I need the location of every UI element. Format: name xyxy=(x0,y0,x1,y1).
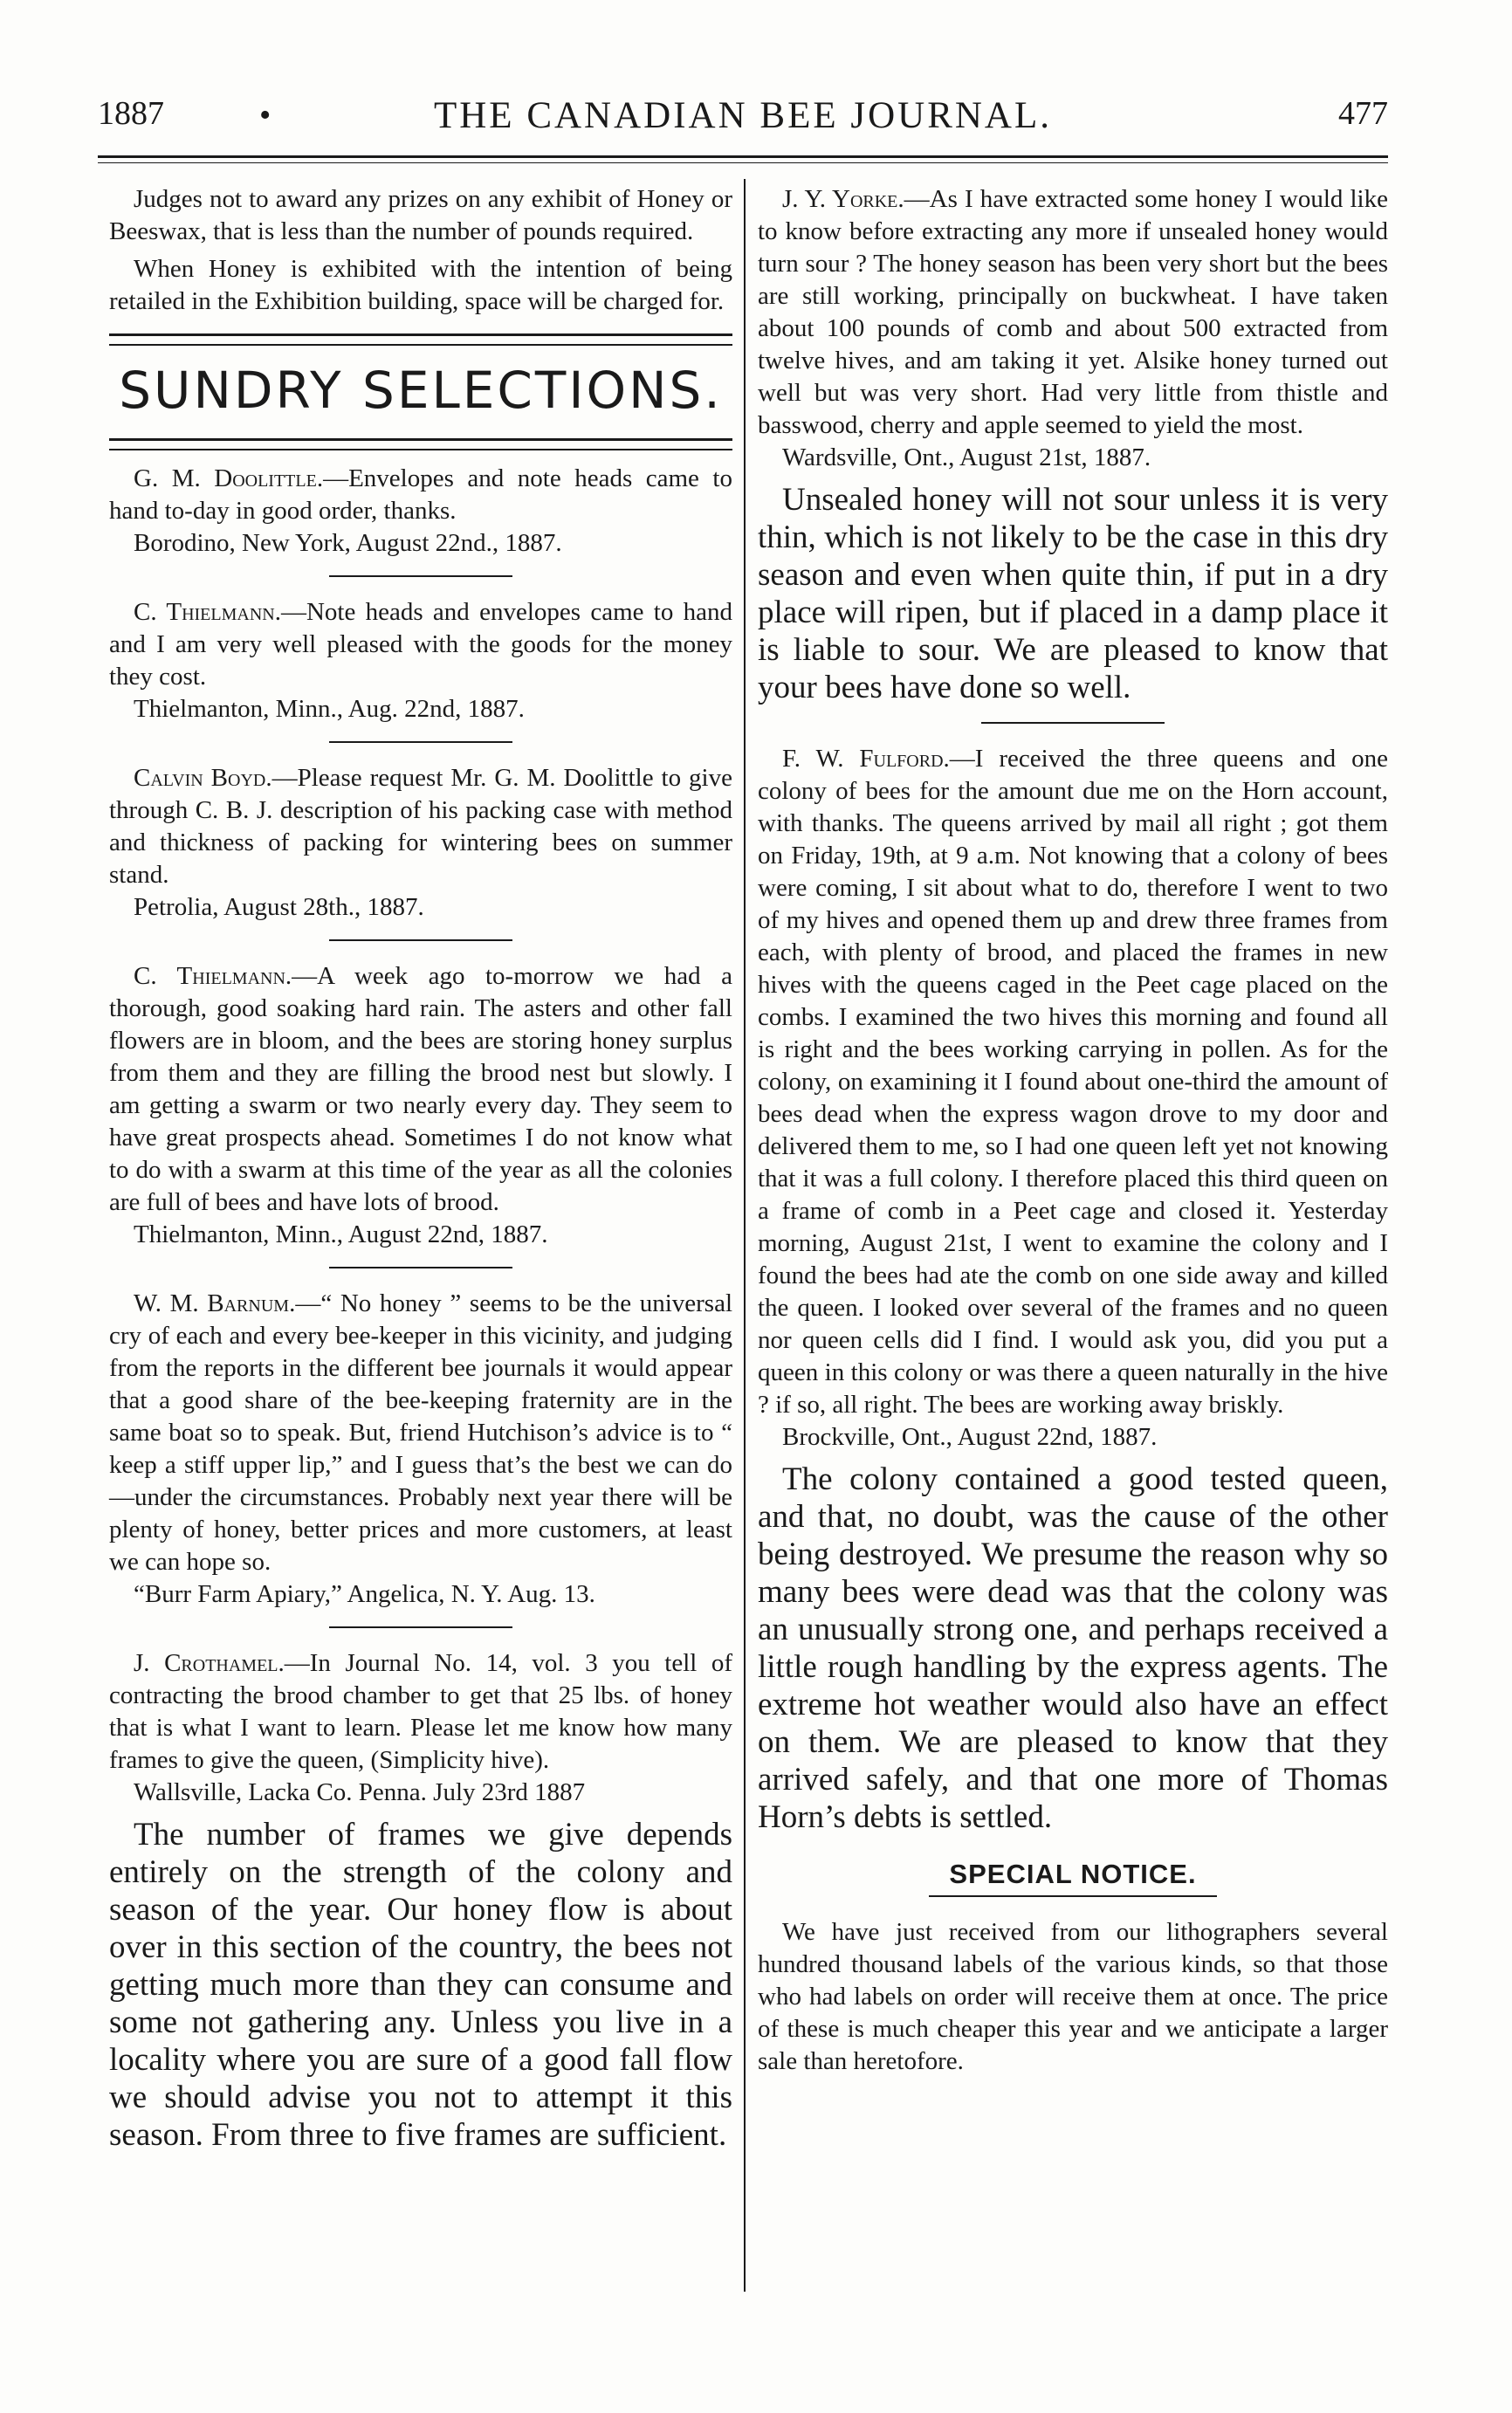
letter-text: —Please request Mr. G. M. Doolittle to give through C. B. J. description of his packing case with method and thickness of packing for wintering bees on summer stand. xyxy=(109,764,732,889)
letter-author: J. Y. Yorke. xyxy=(782,185,904,213)
letter-place: Thielmanton, Minn., Aug. 22nd, 1887. xyxy=(134,695,525,723)
letter-text: —Envelopes and note heads came to hand to-day in good order, thanks. xyxy=(109,464,732,525)
letter-place: Wallsville, Lacka Co. Penna. July 23rd 1887 xyxy=(134,1778,586,1806)
letter-place: Wardsville, Ont., August 21st, 1887. xyxy=(782,443,1151,471)
letter-author: C. Thielmann. xyxy=(134,962,292,990)
letter-yorke xyxy=(758,183,1388,474)
letter-fulford xyxy=(758,743,1388,1454)
letter-text: —As I have extracted some honey I would like to know before extracting any more if unsealed honey would turn sour ? The honey season has been very short but the bees are still working, principally on buckwheat. I have taken about 100 pounds of comb and about 500 extracted from twelve hives, and am taking it yet. Alsike honey turned out well but was very short. Had very little from thistle and basswood, cherry and apple seemed to yield the most. xyxy=(758,185,1388,439)
letter-place: Borodino, New York, August 22nd., 1887. xyxy=(134,529,562,557)
section-rule-bottom xyxy=(109,438,732,450)
letter-place: Petrolia, August 28th., 1887. xyxy=(134,893,424,921)
letter-author: Calvin Boyd. xyxy=(134,764,272,792)
letter-author: C. Thielmann. xyxy=(134,598,281,626)
letter-separator xyxy=(329,575,512,577)
letter-boyd xyxy=(109,762,732,924)
letter-separator xyxy=(329,939,512,941)
letter-text: —A week ago to-morrow we had a thorough, good soaking hard rain. The asters and other fall flowers are in bloom, and the bees are storing honey surplus from them and they are filling the brood nest but slowly. I am getting a swarm or two nearly every day. They seem to have great prospects ahead. Sometimes I do not know what to do with a swarm at this time of the year as all the colonies are full of bees and have lots of brood. xyxy=(109,962,732,1216)
letter-text: —Note heads and envelopes came to hand and I am very well pleased with the goods for the money they cost. xyxy=(109,598,732,691)
letter-separator xyxy=(329,1267,512,1268)
letter-place: Brockville, Ont., August 22nd, 1887. xyxy=(782,1423,1158,1451)
header-year: 1887 xyxy=(98,95,164,132)
column-divider xyxy=(744,179,746,2292)
letter-text: —I received the three queens and one colony of bees for the amount due me on the Horn account, with thanks. The queens arrived by mail all right ; got them on Friday, 19th, at 9 a.m. Not knowing that a colony of bees were coming, I sit about what to do, therefore I went to two of my hives and opened them up and drew three frames from each, with plenty of brood, and placed the frames in new hives with the queens caged in the Peet cage placed on the combs. I examined the two hives this morning and found all is right and the bees working carrying in pollen. As for the colony, on examining it I found about one-third the amount of bees dead when the express wagon drove to my door and delivered them to me, so I had one queen left yet not knowing that it was a full colony. I therefore placed this third queen on a frame of comb in a Peet cage and closed it. Yesterday morning, August 21st, I went to examine the colony and I found the bees had ate the comb on one side away and killed the queen. I looked over several of the frames and no queen nor queen cells did I find. I would ask you, did you put a queen in this colony or was there a queen naturally in the hive ? if so, all right. The bees are working away briskly. xyxy=(758,745,1388,1419)
right-column xyxy=(758,183,1388,2361)
letter-text: —“ No honey ” seems to be the universal cry of each and every bee-keeper in this vicinity, and judging from the reports in the different bee journals it would appear that a good share of the bee-keeping fraternity are in the same boat so to speak. But, friend Hutchison’s advice is to “ keep a stiff upper lip,” and I guess that’s the best we can do—under the circumstances. Probably next year there will be plenty of honey, better prices and more customers, at least we can hope so. xyxy=(109,1289,733,1576)
letter-separator xyxy=(981,722,1165,724)
header-bullet: • xyxy=(259,97,271,134)
letter-doolittle xyxy=(109,463,732,560)
section-rule-top xyxy=(109,333,732,346)
letter-separator xyxy=(329,741,512,743)
letter-place: Thielmanton, Minn., August 22nd, 1887. xyxy=(134,1220,548,1248)
letter-text: —In Journal No. 14, vol. 3 you tell of contracting the brood chamber to get that 25 lbs. of honey that is what I want to learn. Please let me know how many frames to give the queen, (Simplicity hive). xyxy=(109,1649,732,1774)
special-notice-text: We have just received from our lithographers several hundred thousand labels of the various kinds, so that those who had labels on order will receive them at once. The price of these is much cheaper this year and we anticipate a larger sale than heretofore. xyxy=(758,1918,1388,2075)
letter-author: J. Crothamel. xyxy=(134,1649,285,1677)
editor-reply-frames: The number of frames we give depends entirely on the strength of the colony and season of the year. Our honey flow is about over in this section of the country, the bees not getting much more than they can consume and some not gathering any. Unless you live in a locality where you are sure of a good fall flow we should advise you not to attempt it this season. From three to five frames are sufficient. xyxy=(109,1817,732,2153)
page-number: 477 xyxy=(1338,95,1388,132)
letter-thielmann-1 xyxy=(109,596,732,725)
editor-reply-colony: The colony contained a good tested queen, and that, no doubt, was the cause of the other being destroyed. We presume the reason why so many bees were dead was that the colony was an unusually strong one, and perhaps received a little rough handling by the express agents. The extreme hot weather would also have an effect on them. We are pleased to know that they arrived safely, and that one more of Thomas Horn’s debts is settled. xyxy=(758,1461,1388,1835)
letter-author: W. M. Barnum. xyxy=(134,1289,296,1317)
intro-paragraph-space: When Honey is exhibited with the intention of being retailed in the Exhibition building, space will be charged for. xyxy=(109,255,732,315)
letter-barnum xyxy=(109,1288,732,1611)
intro-paragraph-judges: Judges not to award any prizes on any exhibit of Honey or Beeswax, that is less than the number of pounds required. xyxy=(109,185,732,245)
left-column xyxy=(109,183,732,2361)
running-header xyxy=(98,94,1388,147)
letter-place: “Burr Farm Apiary,” Angelica, N. Y. Aug. 13. xyxy=(134,1580,595,1608)
special-notice-title: SPECIAL NOTICE. xyxy=(949,1859,1197,1889)
letter-separator xyxy=(329,1626,512,1628)
special-notice-rule xyxy=(929,1895,1217,1897)
header-rule-top xyxy=(98,155,1388,158)
letter-crothamel xyxy=(109,1647,732,1809)
editor-reply-sour-honey: Unsealed honey will not sour unless it is very thin, which is not likely to be the case in this dry season and even when quite thin, if put in a dry place will ripen, but if placed in a damp place it is liable to sour. We are pleased to know that your bees have done so well. xyxy=(758,482,1388,705)
journal-title: THE CANADIAN BEE JOURNAL. xyxy=(433,95,1052,136)
header-rule-bottom xyxy=(98,162,1388,163)
letter-author: G. M. Doolittle. xyxy=(134,464,324,492)
section-title: SUNDRY SELECTIONS. xyxy=(119,361,723,420)
letter-author: F. W. Fulford. xyxy=(782,745,950,773)
letter-thielmann-2 xyxy=(109,960,732,1251)
